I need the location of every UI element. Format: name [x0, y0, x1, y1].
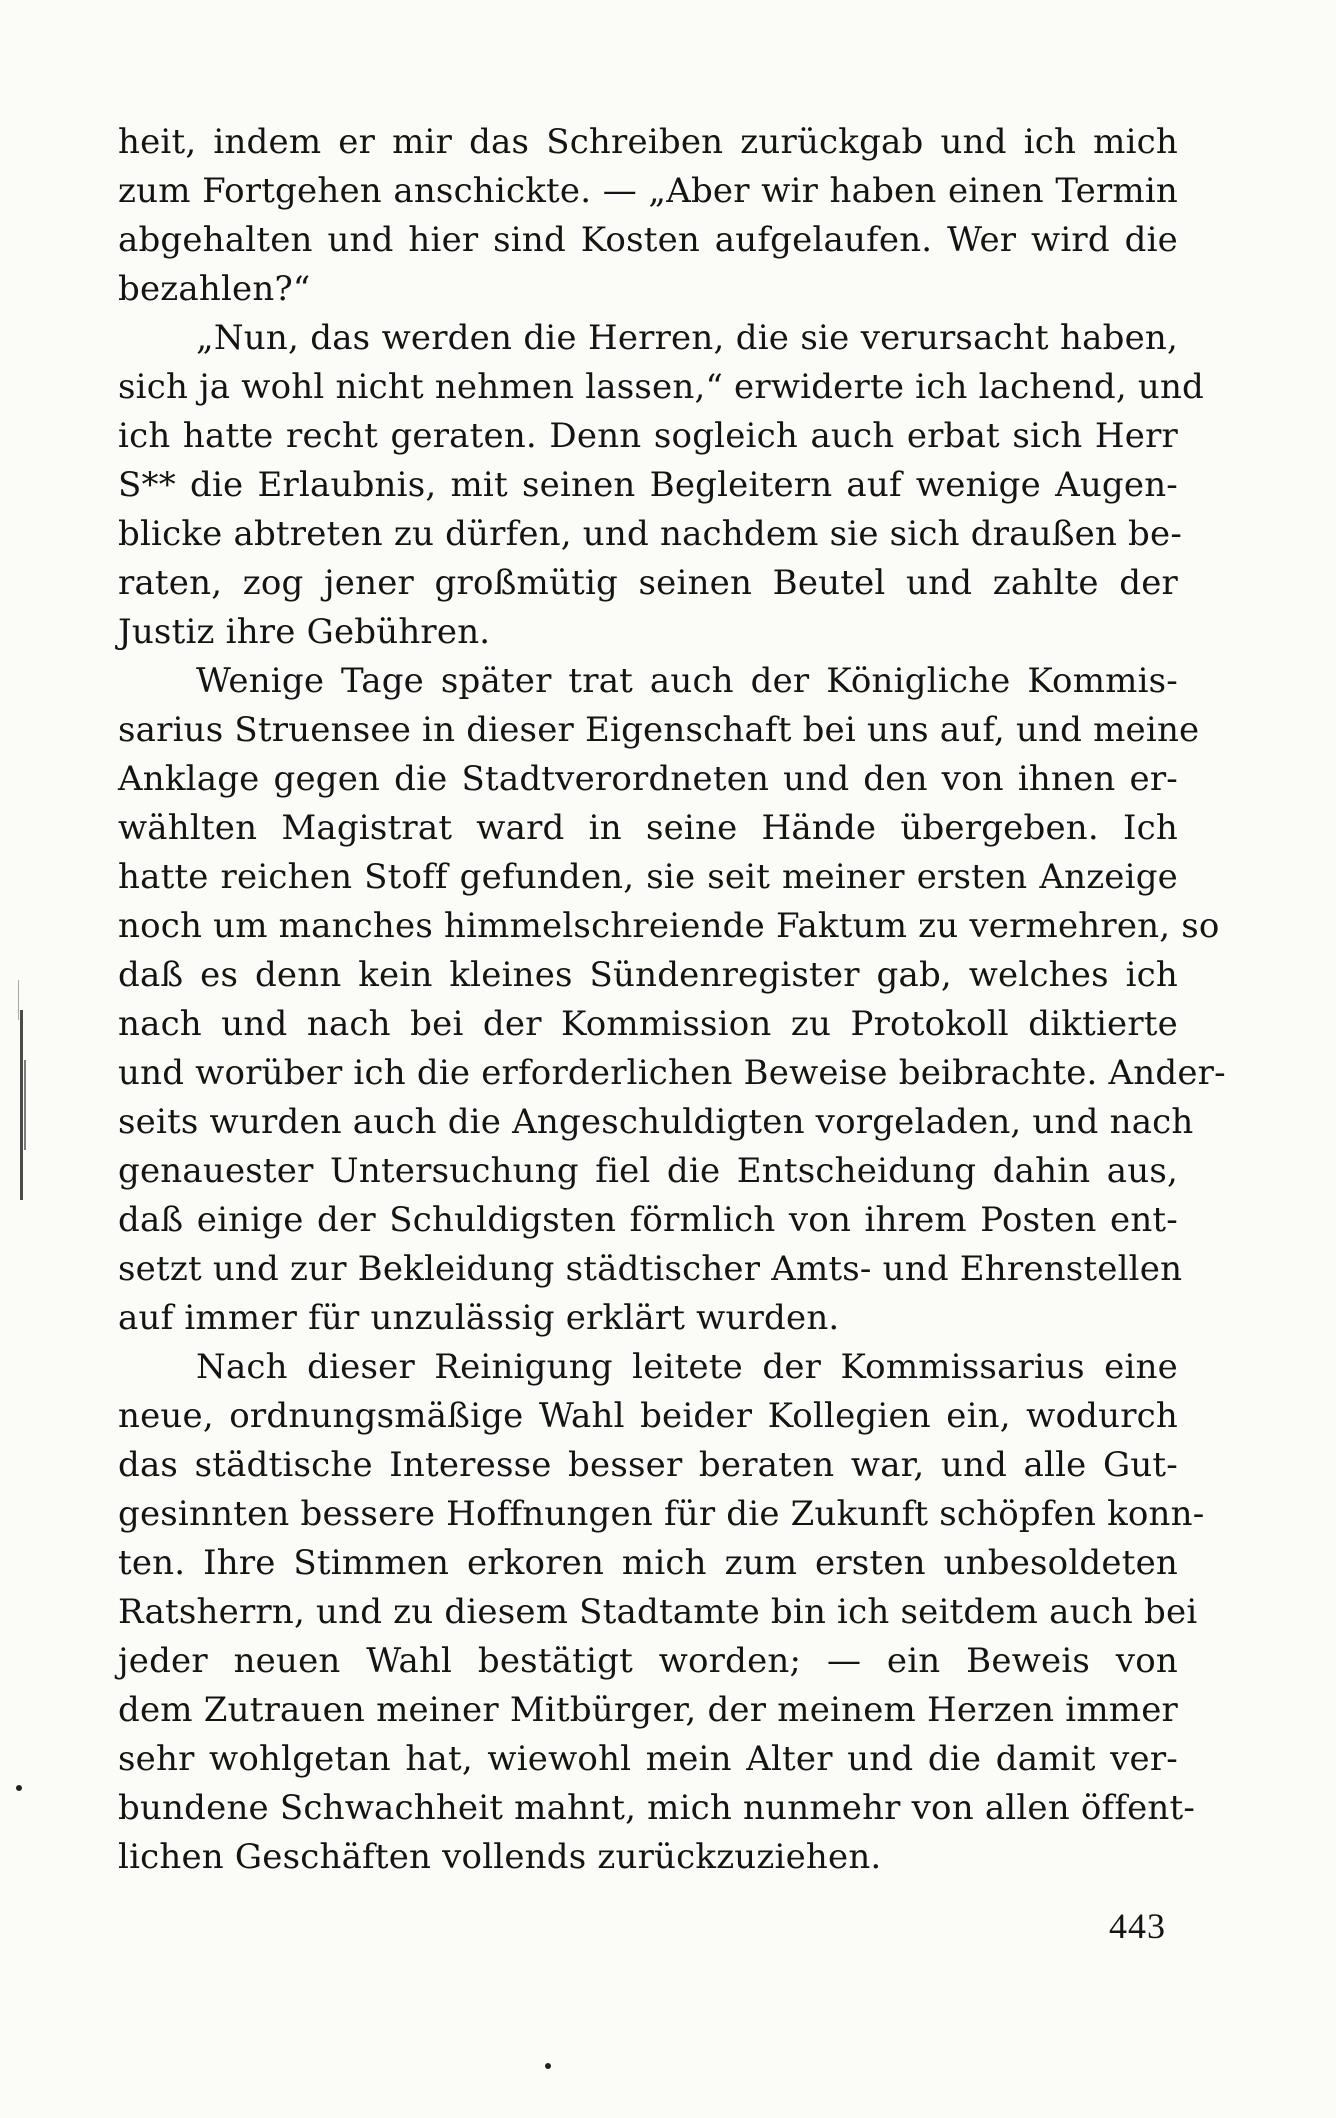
text-line: dem Zutrauen meiner Mitbürger, der meinem Herzen immer — [118, 1690, 1178, 1730]
speck-mark — [16, 1785, 22, 1791]
text-line: sehr wohlgetan hat, wiewohl mein Alter und die damit ver- — [118, 1739, 1178, 1779]
text-line: jeder neuen Wahl bestätigt worden; — ein Beweis von — [118, 1641, 1178, 1681]
text-line: seits wurden auch die Angeschuldigten vorgeladen, und nach — [118, 1102, 1194, 1142]
text-line: setzt und zur Bekleidung städtischer Amts- und Ehrenstellen — [118, 1249, 1183, 1289]
text-line: S** die Erlaubnis, mit seinen Begleitern auf wenige Augen- — [118, 465, 1178, 505]
text-line: sich ja wohl nicht nehmen lassen,“ erwiderte ich lachend, und — [118, 367, 1205, 407]
text-line: raten, zog jener großmütig seinen Beutel und zahlte der — [118, 563, 1178, 603]
text-line: Anklage gegen die Stadtverordneten und den von ihnen er- — [118, 759, 1178, 799]
text-line: bezahlen?“ — [118, 269, 311, 309]
text-line: bundene Schwachheit mahnt, mich nunmehr von allen öffent- — [118, 1788, 1196, 1828]
text-line: „Nun, das werden die Herren, die sie verursacht haben, — [196, 318, 1178, 358]
text-line: sarius Struensee in dieser Eigenschaft bei uns auf, und meine — [118, 710, 1200, 750]
text-line: Ratsherrn, und zu diesem Stadtamte bin ich seitdem auch bei — [118, 1592, 1198, 1632]
text-line: Wenige Tage später trat auch der Königliche Kommis- — [196, 661, 1178, 701]
text-line: ich hatte recht geraten. Denn sogleich auch erbat sich Herr — [118, 416, 1178, 456]
paragraph-4 — [118, 1343, 1205, 1882]
text-line: ten. Ihre Stimmen erkoren mich zum ersten unbesoldeten — [118, 1543, 1178, 1583]
text-line: auf immer für unzulässig erklärt wurden. — [118, 1298, 840, 1338]
paragraph-1 — [118, 118, 1178, 314]
binding-edge-mark — [18, 980, 19, 1020]
text-line: daß es denn kein kleines Sündenregister gab, welches ich — [118, 955, 1178, 995]
text-line: hatte reichen Stoff gefunden, sie seit meiner ersten Anzeige — [118, 857, 1178, 897]
binding-edge-mark — [24, 1060, 26, 1150]
text-line: lichen Geschäften vollends zurückzuziehen. — [118, 1837, 882, 1877]
text-line: Nach dieser Reinigung leitete der Kommissarius eine — [196, 1347, 1178, 1387]
text-line: blicke abtreten zu dürfen, und nachdem sie sich draußen be- — [118, 514, 1183, 554]
text-line: Justiz ihre Gebühren. — [118, 612, 491, 652]
text-line: gesinnten bessere Hoffnungen für die Zukunft schöpfen konn- — [118, 1494, 1205, 1534]
text-line: abgehalten und hier sind Kosten aufgelaufen. Wer wird die — [118, 220, 1178, 260]
text-line: daß einige der Schuldigsten förmlich von ihrem Posten ent- — [118, 1200, 1178, 1240]
text-line: wählten Magistrat ward in seine Hände übergeben. Ich — [118, 808, 1178, 848]
text-line: genauester Untersuchung fiel die Entscheidung dahin aus, — [118, 1151, 1178, 1191]
text-line: das städtische Interesse besser beraten war, und alle Gut- — [118, 1445, 1178, 1485]
text-line: neue, ordnungsmäßige Wahl beider Kollegien ein, wodurch — [118, 1396, 1178, 1436]
speck-mark — [545, 2063, 551, 2069]
binding-edge-mark — [20, 1010, 23, 1200]
page-number: 443 — [1109, 1906, 1166, 1946]
text-line: heit, indem er mir das Schreiben zurückgab und ich mich — [118, 122, 1178, 162]
text-line: nach und nach bei der Kommission zu Protokoll diktierte — [118, 1004, 1178, 1044]
text-line: zum Fortgehen anschickte. — „Aber wir haben einen Termin — [118, 171, 1178, 211]
paragraph-2 — [118, 314, 1205, 657]
paragraph-3 — [118, 657, 1226, 1343]
text-line: und worüber ich die erforderlichen Beweise beibrachte. Ander- — [118, 1053, 1226, 1093]
body-text — [118, 118, 1226, 1882]
text-line: noch um manches himmelschreiende Faktum zu vermehren, so — [118, 906, 1220, 946]
